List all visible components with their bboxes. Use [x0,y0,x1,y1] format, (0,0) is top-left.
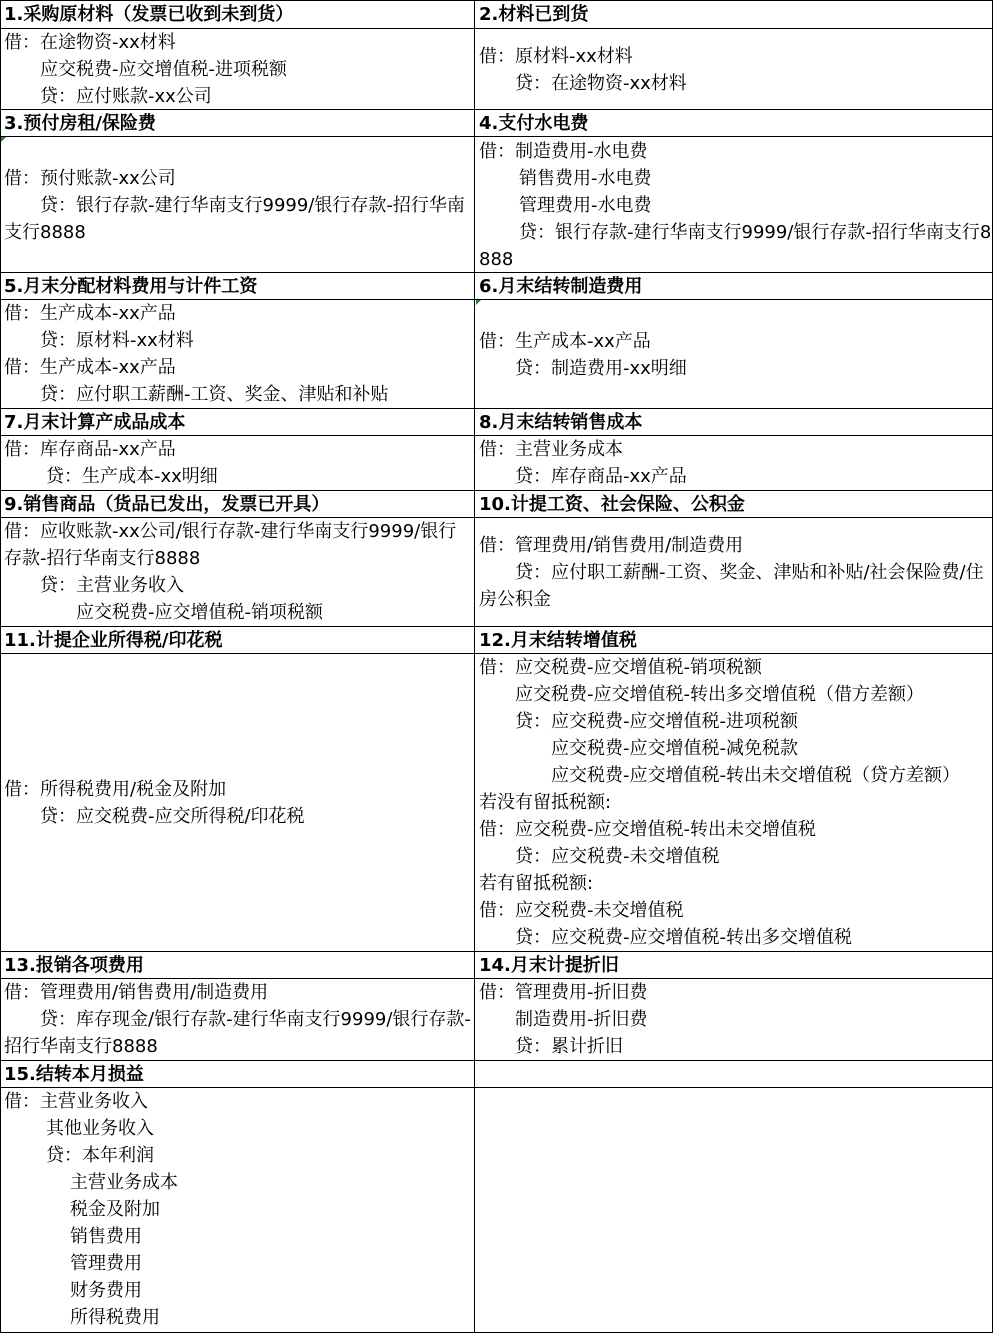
grid-line [0,517,993,518]
debit-line: 借：应交税费-应交增值税-销项税额 [479,657,762,678]
grid-line [0,1060,993,1061]
debit-line: 借：在途物资-xx材料 [4,32,176,53]
debit-line: 借：应交税费-未交增值税 [479,900,684,921]
credit-line: 贷：累计折旧 [515,1036,623,1057]
debit-line: 借：库存商品-xx产品 [4,439,176,460]
entry-2-body [475,29,993,109]
debit-line: 借：生产成本-xx产品 [4,357,176,378]
entry-7-title: 7.月末计算产成品成本 [4,412,186,433]
grid-line [0,28,993,29]
debit-line: 销售费用-水电费 [519,168,652,189]
debit-line: 制造费用-折旧费 [515,1009,648,1030]
debit-line: 应交税费-应交增值税-进项税额 [40,59,287,80]
entry-12-title: 12.月末结转增值税 [479,630,637,651]
grid-line [0,626,993,627]
debit-line: 管理费用-水电费 [519,195,652,216]
credit-line: 税金及附加 [70,1199,160,1220]
grid-line [0,408,993,409]
entry-15-title: 15.结转本月损益 [4,1064,144,1085]
credit-line: 贷：在途物资-xx材料 [515,73,687,94]
credit-line: 销售费用 [70,1226,142,1247]
entry-1-title: 1.采购原材料（发票已收到未到货） [4,4,294,25]
debit-line: 借：管理费用/销售费用/制造费用 [479,535,744,556]
debit-line: 借：原材料-xx材料 [479,46,633,67]
credit-line: 贷：应交税费-应交所得税/印花税 [40,806,305,827]
entry-2-title: 2.材料已到货 [479,4,589,25]
grid-line [474,0,475,1333]
condition-note: 若有留抵税额: [479,873,594,894]
credit-line: 贷：银行存款-建行华南支行9999/银行存款-招行华南支行8888 [4,195,465,243]
entry-14-body [475,979,993,1060]
entry-6-body [475,300,993,408]
debit-line: 应交税费-应交增值税-转出多交增值税（借方差额） [515,684,924,705]
grid-line [0,978,993,979]
credit-line: 贷：原材料-xx材料 [40,330,194,351]
debit-line: 其他业务收入 [46,1118,154,1139]
empty-cell [475,1088,993,1332]
entry-3-body [0,137,474,272]
entry-10-title: 10.计提工资、社会保险、公积金 [479,494,745,515]
credit-line: 所得税费用 [70,1307,160,1328]
credit-line: 主营业务成本 [70,1172,178,1193]
entry-8-body [475,436,993,490]
debit-line: 借：管理费用/销售费用/制造费用 [4,982,269,1003]
debit-line: 借：生产成本-xx产品 [4,303,176,324]
debit-line: 借：生产成本-xx产品 [479,331,651,352]
entry-1-body [0,29,474,109]
grid-line [0,109,993,110]
credit-line: 贷：应付职工薪酬-工资、奖金、津贴和补贴/社会保险费/住房公积金 [479,562,984,610]
debit-line: 借：应收账款-xx公司/银行存款-建行华南支行9999/银行存款-招行华南支行8888 [4,521,457,569]
entry-14-title: 14.月末计提折旧 [479,955,619,976]
grid-line [0,0,993,1]
grid-line [0,490,993,491]
entry-10-body [475,518,993,626]
credit-line: 贷：库存商品-xx产品 [515,466,687,487]
credit-line: 贷：应付账款-xx公司 [40,86,212,107]
credit-line: 应交税费-应交增值税-转出未交增值税（贷方差额） [551,765,960,786]
entry-11-title: 11.计提企业所得税/印花税 [4,630,223,651]
cell-comment-marker [1,137,6,142]
entry-3-title: 3.预付房租/保险费 [4,113,156,134]
cell-comment-marker [476,300,481,305]
entry-7-body [0,436,474,490]
entry-8-title: 8.月末结转销售成本 [479,412,643,433]
empty-cell [475,1061,993,1088]
credit-line: 贷：生产成本-xx明细 [46,466,218,487]
credit-line: 财务费用 [70,1280,142,1301]
credit-line: 贷：本年利润 [46,1145,154,1166]
debit-line: 借：主营业务成本 [479,439,623,460]
entry-15-body [0,1088,474,1332]
credit-line: 贷：制造费用-xx明细 [515,358,687,379]
entry-9-body [0,518,474,626]
grid-line [0,299,993,300]
entry-13-title: 13.报销各项费用 [4,955,144,976]
credit-line: 应交税费-应交增值税-销项税额 [76,602,323,623]
credit-line: 管理费用 [70,1253,142,1274]
debit-line: 借：制造费用-水电费 [479,141,648,162]
credit-line: 贷：应交税费-未交增值税 [515,846,720,867]
entry-11-body [0,654,474,951]
credit-line: 贷：库存现金/银行存款-建行华南支行9999/银行存款-招行华南支行8888 [4,1009,471,1057]
entry-12-body [475,654,993,951]
debit-line: 借：管理费用-折旧费 [479,982,648,1003]
debit-line: 借：应交税费-应交增值税-转出未交增值税 [479,819,816,840]
entry-4-title: 4.支付水电费 [479,113,589,134]
entry-4-body [475,137,993,272]
entry-9-title: 9.销售商品（货品已发出，发票已开具） [4,494,330,515]
debit-line: 借：所得税费用/税金及附加 [4,779,227,800]
credit-line: 贷：主营业务收入 [40,575,184,596]
grid-line [0,0,1,1333]
entry-5-title: 5.月末分配材料费用与计件工资 [4,276,258,297]
credit-line: 贷：应付职工薪酬-工资、奖金、津贴和补贴 [40,384,389,405]
grid-line [0,136,993,137]
entry-13-body [0,979,474,1060]
credit-line: 应交税费-应交增值税-减免税款 [551,738,798,759]
grid-line [0,951,993,952]
credit-line: 贷：应交税费-应交增值税-进项税额 [515,711,798,732]
condition-note: 若没有留抵税额: [479,792,612,813]
grid-line [0,1087,993,1088]
grid-line [0,272,993,273]
credit-line: 贷：银行存款-建行华南支行9999/银行存款-招行华南支行8888 [479,222,992,270]
entry-6-title: 6.月末结转制造费用 [479,276,643,297]
grid-line [0,435,993,436]
debit-line: 借：预付账款-xx公司 [4,168,176,189]
grid-line [0,653,993,654]
debit-line: 借：主营业务收入 [4,1091,148,1112]
entry-5-body [0,300,474,408]
credit-line: 贷：应交税费-应交增值税-转出多交增值税 [515,927,852,948]
